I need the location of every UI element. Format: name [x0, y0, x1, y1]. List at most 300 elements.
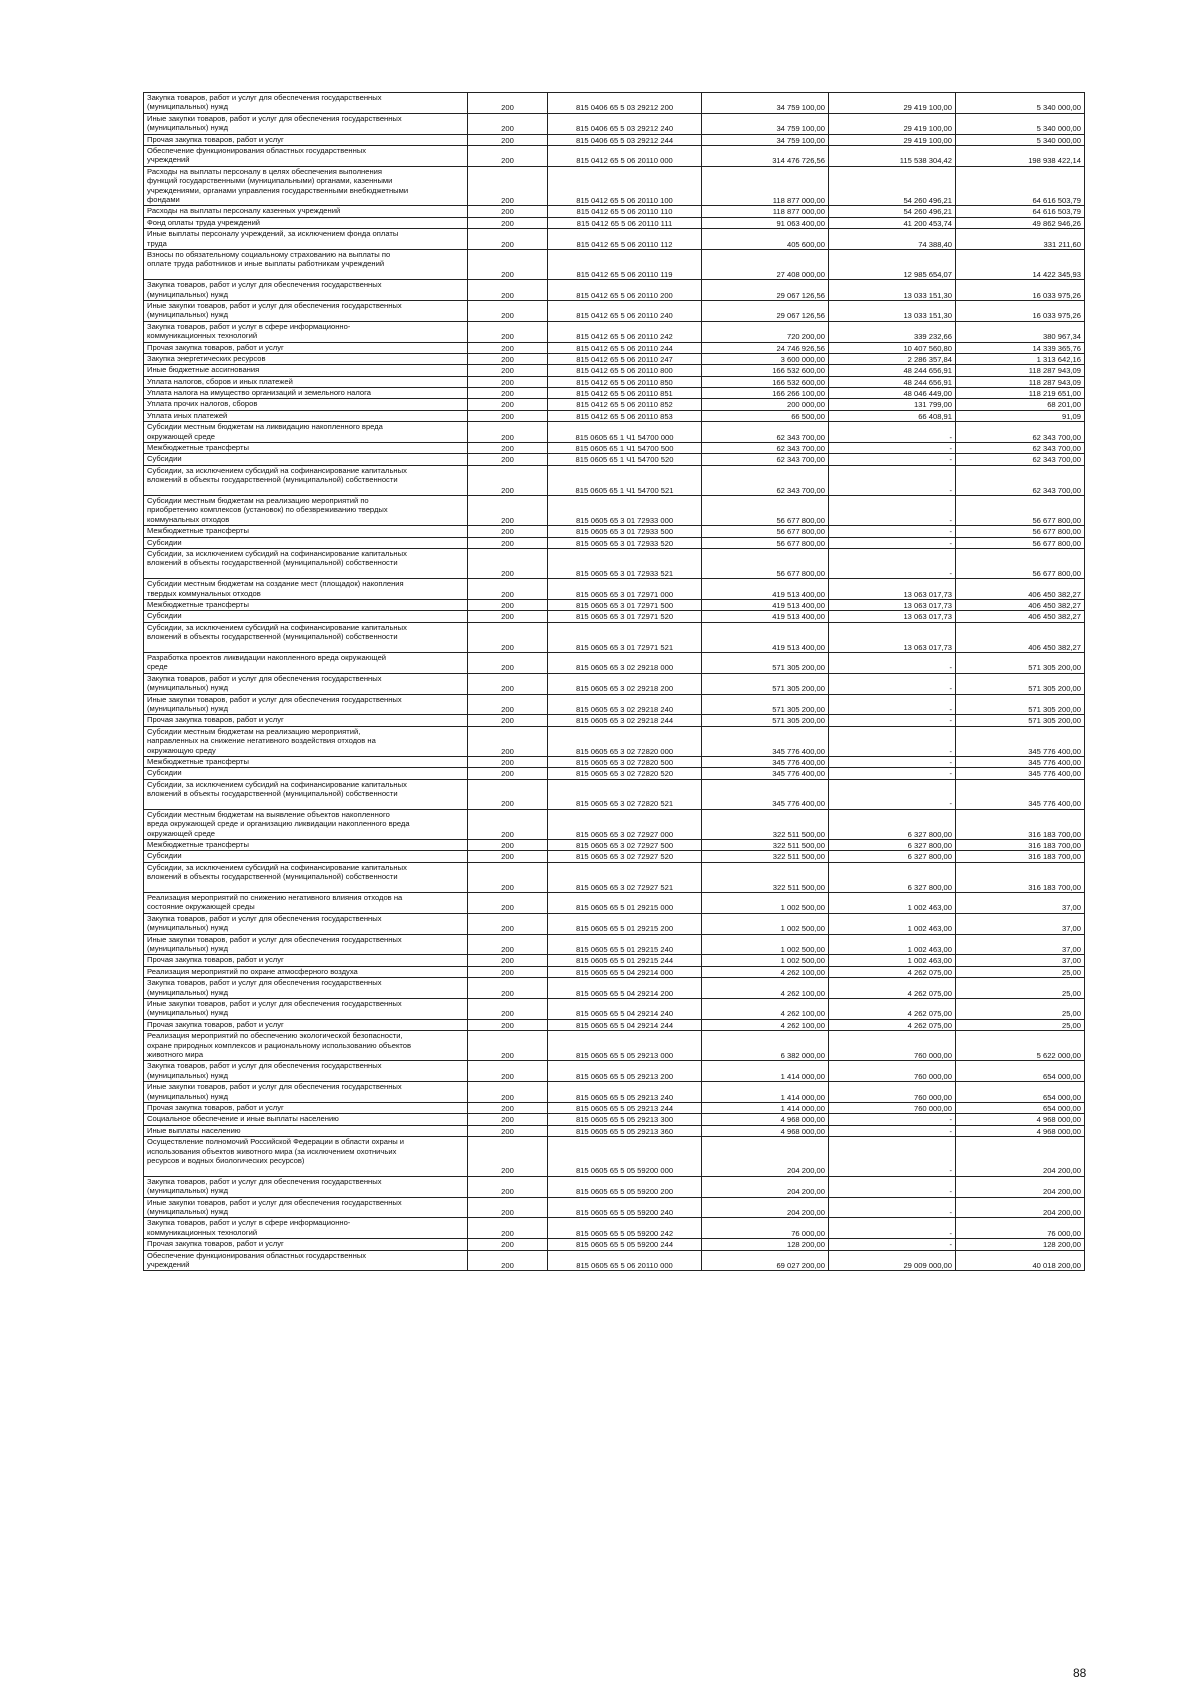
row-name-cell: Разработка проектов ликвидации накопленного вреда окружающей среде: [144, 652, 468, 673]
row-code-cell: 200: [468, 134, 548, 145]
row-name-cell: Иные выплаты населению: [144, 1125, 468, 1136]
row-code-cell: 200: [468, 1102, 548, 1113]
row-kbk-cell: 815 0412 65 5 06 20110 850: [548, 376, 702, 387]
row-name-cell: Субсидии местным бюджетам на ликвидацию накопленного вреда окружающей среде: [144, 422, 468, 443]
row-kbk-cell: 815 0605 65 3 02 72927 000: [548, 809, 702, 839]
row-name-cell: Закупка энергетических ресурсов: [144, 353, 468, 364]
table-row: [144, 851, 1085, 862]
row-executed-cell: 4 262 075,00: [829, 999, 956, 1020]
table-row: [144, 694, 1085, 715]
row-executed-cell: 760 000,00: [829, 1102, 956, 1113]
table-row: [144, 537, 1085, 548]
row-name-cell: Субсидии местным бюджетам на создание мест (площадок) накопления твердых коммунальных отходов: [144, 579, 468, 600]
row-kbk-cell: 815 0605 65 5 01 29215 244: [548, 955, 702, 966]
table-row: [144, 113, 1085, 134]
row-name-cell: Субсидии, за исключением субсидий на софинансирование капитальных вложений в объекты государственной (муниципальной) собственности: [144, 862, 468, 892]
table-row: [144, 443, 1085, 454]
row-approved-cell: 4 968 000,00: [702, 1114, 829, 1125]
row-name-cell: Осуществление полномочий Российской Федерации в области охраны и использования объектов животного мира (за исключением охотничьих ресурсов и водных биологических ресурсов): [144, 1137, 468, 1177]
table-row: [144, 1125, 1085, 1136]
row-executed-cell: 13 063 017,73: [829, 622, 956, 652]
row-kbk-cell: 815 0605 65 5 01 29215 000: [548, 893, 702, 914]
row-kbk-cell: 815 0605 65 3 02 72820 521: [548, 779, 702, 809]
row-approved-cell: 56 677 800,00: [702, 549, 829, 579]
row-unexecuted-cell: 56 677 800,00: [956, 537, 1085, 548]
row-name-cell: Социальное обеспечение и иные выплаты населению: [144, 1114, 468, 1125]
row-name-cell: Субсидии: [144, 768, 468, 779]
row-kbk-cell: 815 0605 65 5 05 29213 000: [548, 1031, 702, 1061]
row-code-cell: 200: [468, 862, 548, 892]
row-executed-cell: 4 262 075,00: [829, 1019, 956, 1030]
row-code-cell: 200: [468, 1218, 548, 1239]
row-code-cell: 200: [468, 321, 548, 342]
row-name-cell: Субсидии, за исключением субсидий на софинансирование капитальных вложений в объекты государственной (муниципальной) собственности: [144, 549, 468, 579]
table-row: [144, 579, 1085, 600]
table-row: [144, 399, 1085, 410]
row-executed-cell: 48 046 449,00: [829, 388, 956, 399]
row-kbk-cell: 815 0406 65 5 03 29212 240: [548, 113, 702, 134]
row-name-cell: Межбюджетные трансферты: [144, 599, 468, 610]
row-executed-cell: -: [829, 443, 956, 454]
row-name-cell: Закупка товаров, работ и услуг в сфере информационно- коммуникационных технологий: [144, 1218, 468, 1239]
row-kbk-cell: 815 0605 65 5 05 59200 200: [548, 1176, 702, 1197]
table-row: [144, 454, 1085, 465]
row-kbk-cell: 815 0605 65 5 05 29213 300: [548, 1114, 702, 1125]
row-kbk-cell: 815 0605 65 1 Ч1 54700 520: [548, 454, 702, 465]
row-name-cell: Субсидии: [144, 454, 468, 465]
row-code-cell: 200: [468, 376, 548, 387]
row-unexecuted-cell: 118 287 943,09: [956, 376, 1085, 387]
row-name-cell: Иные закупки товаров, работ и услуг для обеспечения государственных (муниципальных) нужд: [144, 694, 468, 715]
row-code-cell: 200: [468, 622, 548, 652]
row-unexecuted-cell: 345 776 400,00: [956, 768, 1085, 779]
row-code-cell: 200: [468, 1197, 548, 1218]
row-approved-cell: 1 414 000,00: [702, 1082, 829, 1103]
row-name-cell: Иные закупки товаров, работ и услуг для обеспечения государственных (муниципальных) нужд: [144, 300, 468, 321]
row-kbk-cell: 815 0412 65 5 06 20110 240: [548, 300, 702, 321]
row-code-cell: 200: [468, 652, 548, 673]
table-row: [144, 1082, 1085, 1103]
row-kbk-cell: 815 0412 65 5 06 20110 110: [548, 206, 702, 217]
row-kbk-cell: 815 0605 65 3 01 72933 520: [548, 537, 702, 548]
row-code-cell: 200: [468, 1019, 548, 1030]
row-unexecuted-cell: 49 862 946,26: [956, 217, 1085, 228]
row-unexecuted-cell: 76 000,00: [956, 1218, 1085, 1239]
table-row: [144, 756, 1085, 767]
row-code-cell: 200: [468, 611, 548, 622]
row-unexecuted-cell: 5 340 000,00: [956, 134, 1085, 145]
row-kbk-cell: 815 0605 65 5 05 59200 240: [548, 1197, 702, 1218]
table-row: [144, 1102, 1085, 1113]
row-executed-cell: 6 327 800,00: [829, 862, 956, 892]
row-code-cell: 200: [468, 388, 548, 399]
table-row: [144, 206, 1085, 217]
row-name-cell: Межбюджетные трансферты: [144, 526, 468, 537]
row-executed-cell: -: [829, 652, 956, 673]
row-kbk-cell: 815 0412 65 5 06 20110 852: [548, 399, 702, 410]
row-code-cell: 200: [468, 422, 548, 443]
row-kbk-cell: 815 0412 65 5 06 20110 853: [548, 410, 702, 421]
table-row: [144, 779, 1085, 809]
table-row: [144, 862, 1085, 892]
row-unexecuted-cell: 5 340 000,00: [956, 93, 1085, 114]
row-name-cell: Обеспечение функционирования областных государственных учреждений: [144, 145, 468, 166]
row-code-cell: 200: [468, 893, 548, 914]
row-code-cell: 200: [468, 599, 548, 610]
table-row: [144, 673, 1085, 694]
row-unexecuted-cell: 406 450 382,27: [956, 599, 1085, 610]
row-executed-cell: 29 419 100,00: [829, 134, 956, 145]
row-approved-cell: 322 511 500,00: [702, 809, 829, 839]
row-approved-cell: 1 002 500,00: [702, 893, 829, 914]
row-code-cell: 200: [468, 913, 548, 934]
row-executed-cell: 6 327 800,00: [829, 851, 956, 862]
row-approved-cell: 1 002 500,00: [702, 913, 829, 934]
row-executed-cell: 1 002 463,00: [829, 934, 956, 955]
row-unexecuted-cell: 654 000,00: [956, 1102, 1085, 1113]
table-row: [144, 1114, 1085, 1125]
row-kbk-cell: 815 0605 65 5 05 59200 244: [548, 1239, 702, 1250]
row-code-cell: 200: [468, 549, 548, 579]
row-code-cell: 200: [468, 342, 548, 353]
row-name-cell: Прочая закупка товаров, работ и услуг: [144, 1019, 468, 1030]
row-kbk-cell: 815 0605 65 3 02 29218 200: [548, 673, 702, 694]
row-unexecuted-cell: 331 211,60: [956, 229, 1085, 250]
table-row: [144, 1250, 1085, 1271]
table-row: [144, 145, 1085, 166]
row-approved-cell: 345 776 400,00: [702, 779, 829, 809]
row-approved-cell: 405 600,00: [702, 229, 829, 250]
row-approved-cell: 66 500,00: [702, 410, 829, 421]
table-row: [144, 280, 1085, 301]
row-unexecuted-cell: 345 776 400,00: [956, 756, 1085, 767]
row-approved-cell: 1 414 000,00: [702, 1102, 829, 1113]
row-approved-cell: 4 262 100,00: [702, 978, 829, 999]
row-executed-cell: 66 408,91: [829, 410, 956, 421]
row-approved-cell: 1 002 500,00: [702, 955, 829, 966]
row-name-cell: Прочая закупка товаров, работ и услуг: [144, 1239, 468, 1250]
row-name-cell: Закупка товаров, работ и услуг для обеспечения государственных (муниципальных) нужд: [144, 93, 468, 114]
row-name-cell: Иные закупки товаров, работ и услуг для обеспечения государственных (муниципальных) нужд: [144, 1082, 468, 1103]
row-code-cell: 200: [468, 1176, 548, 1197]
row-executed-cell: -: [829, 1239, 956, 1250]
row-kbk-cell: 815 0605 65 5 04 29214 244: [548, 1019, 702, 1030]
row-code-cell: 200: [468, 955, 548, 966]
row-unexecuted-cell: 204 200,00: [956, 1137, 1085, 1177]
table-row: [144, 599, 1085, 610]
row-code-cell: 200: [468, 966, 548, 977]
row-unexecuted-cell: 204 200,00: [956, 1197, 1085, 1218]
row-unexecuted-cell: 16 033 975,26: [956, 280, 1085, 301]
row-executed-cell: -: [829, 756, 956, 767]
row-name-cell: Иные закупки товаров, работ и услуг для обеспечения государственных (муниципальных) нужд: [144, 1197, 468, 1218]
row-code-cell: 200: [468, 809, 548, 839]
table-row: [144, 611, 1085, 622]
row-name-cell: Реализация мероприятий по охране атмосферного воздуха: [144, 966, 468, 977]
row-name-cell: Иные бюджетные ассигнования: [144, 365, 468, 376]
row-unexecuted-cell: 91,09: [956, 410, 1085, 421]
row-kbk-cell: 815 0412 65 5 06 20110 242: [548, 321, 702, 342]
row-code-cell: 200: [468, 113, 548, 134]
row-executed-cell: 1 002 463,00: [829, 955, 956, 966]
row-executed-cell: -: [829, 454, 956, 465]
row-code-cell: 200: [468, 280, 548, 301]
row-executed-cell: -: [829, 1125, 956, 1136]
row-name-cell: Иные закупки товаров, работ и услуг для обеспечения государственных (муниципальных) нужд: [144, 934, 468, 955]
row-executed-cell: 115 538 304,42: [829, 145, 956, 166]
row-kbk-cell: 815 0412 65 5 06 20110 244: [548, 342, 702, 353]
table-row: [144, 768, 1085, 779]
row-kbk-cell: 815 0412 65 5 06 20110 247: [548, 353, 702, 364]
row-unexecuted-cell: 406 450 382,27: [956, 579, 1085, 600]
row-approved-cell: 1 414 000,00: [702, 1061, 829, 1082]
row-approved-cell: 419 513 400,00: [702, 622, 829, 652]
row-unexecuted-cell: 316 183 700,00: [956, 862, 1085, 892]
row-unexecuted-cell: 37,00: [956, 913, 1085, 934]
row-unexecuted-cell: 62 343 700,00: [956, 422, 1085, 443]
row-kbk-cell: 815 0605 65 3 02 29218 240: [548, 694, 702, 715]
row-approved-cell: 27 408 000,00: [702, 249, 829, 279]
row-approved-cell: 204 200,00: [702, 1176, 829, 1197]
row-code-cell: 200: [468, 779, 548, 809]
row-name-cell: Обеспечение функционирования областных государственных учреждений: [144, 1250, 468, 1271]
row-approved-cell: 62 343 700,00: [702, 443, 829, 454]
row-executed-cell: 13 063 017,73: [829, 611, 956, 622]
row-executed-cell: 13 033 151,30: [829, 280, 956, 301]
table-row: [144, 999, 1085, 1020]
row-code-cell: 200: [468, 726, 548, 756]
row-code-cell: 200: [468, 365, 548, 376]
row-kbk-cell: 815 0605 65 5 01 29215 200: [548, 913, 702, 934]
row-code-cell: 200: [468, 840, 548, 851]
row-approved-cell: 419 513 400,00: [702, 599, 829, 610]
row-approved-cell: 69 027 200,00: [702, 1250, 829, 1271]
row-unexecuted-cell: 654 000,00: [956, 1082, 1085, 1103]
row-unexecuted-cell: 56 677 800,00: [956, 496, 1085, 526]
row-kbk-cell: 815 0605 65 3 01 72933 000: [548, 496, 702, 526]
row-code-cell: 200: [468, 1137, 548, 1177]
row-executed-cell: -: [829, 496, 956, 526]
row-code-cell: 200: [468, 694, 548, 715]
row-approved-cell: 34 759 100,00: [702, 113, 829, 134]
row-name-cell: Закупка товаров, работ и услуг для обеспечения государственных (муниципальных) нужд: [144, 1176, 468, 1197]
row-kbk-cell: 815 0605 65 3 02 29218 000: [548, 652, 702, 673]
row-kbk-cell: 815 0605 65 3 02 72927 500: [548, 840, 702, 851]
row-code-cell: 200: [468, 756, 548, 767]
row-kbk-cell: 815 0412 65 5 06 20110 100: [548, 166, 702, 206]
row-approved-cell: 322 511 500,00: [702, 840, 829, 851]
row-kbk-cell: 815 0412 65 5 06 20110 111: [548, 217, 702, 228]
row-code-cell: 200: [468, 1125, 548, 1136]
row-code-cell: 200: [468, 93, 548, 114]
row-executed-cell: -: [829, 1114, 956, 1125]
row-executed-cell: 1 002 463,00: [829, 893, 956, 914]
table-row: [144, 353, 1085, 364]
row-unexecuted-cell: 56 677 800,00: [956, 549, 1085, 579]
row-code-cell: 200: [468, 934, 548, 955]
row-name-cell: Взносы по обязательному социальному страхованию на выплаты по оплате труда работников и иные выплаты работникам учреждений: [144, 249, 468, 279]
row-executed-cell: -: [829, 1197, 956, 1218]
row-unexecuted-cell: 4 968 000,00: [956, 1114, 1085, 1125]
table-row: [144, 217, 1085, 228]
row-executed-cell: -: [829, 537, 956, 548]
row-name-cell: Субсидии, за исключением субсидий на софинансирование капитальных вложений в объекты государственной (муниципальной) собственности: [144, 465, 468, 495]
row-approved-cell: 419 513 400,00: [702, 611, 829, 622]
row-approved-cell: 571 305 200,00: [702, 652, 829, 673]
row-approved-cell: 1 002 500,00: [702, 934, 829, 955]
table-row: [144, 1197, 1085, 1218]
row-kbk-cell: 815 0412 65 5 06 20110 112: [548, 229, 702, 250]
row-approved-cell: 24 746 926,56: [702, 342, 829, 353]
row-code-cell: 200: [468, 496, 548, 526]
row-executed-cell: -: [829, 465, 956, 495]
row-kbk-cell: 815 0605 65 1 Ч1 54700 000: [548, 422, 702, 443]
row-name-cell: Прочая закупка товаров, работ и услуг: [144, 1102, 468, 1113]
table-row: [144, 422, 1085, 443]
row-approved-cell: 571 305 200,00: [702, 673, 829, 694]
row-unexecuted-cell: 316 183 700,00: [956, 851, 1085, 862]
table-row: [144, 410, 1085, 421]
row-executed-cell: 339 232,66: [829, 321, 956, 342]
row-approved-cell: 571 305 200,00: [702, 694, 829, 715]
row-kbk-cell: 815 0412 65 5 06 20110 200: [548, 280, 702, 301]
row-kbk-cell: 815 0605 65 3 01 72933 521: [548, 549, 702, 579]
row-kbk-cell: 815 0605 65 3 02 72820 500: [548, 756, 702, 767]
row-kbk-cell: 815 0605 65 3 02 72927 521: [548, 862, 702, 892]
row-code-cell: 200: [468, 465, 548, 495]
row-executed-cell: 13 063 017,73: [829, 579, 956, 600]
table-row: [144, 321, 1085, 342]
row-unexecuted-cell: 56 677 800,00: [956, 526, 1085, 537]
row-executed-cell: 6 327 800,00: [829, 809, 956, 839]
table-row: [144, 1176, 1085, 1197]
row-kbk-cell: 815 0605 65 5 04 29214 000: [548, 966, 702, 977]
row-approved-cell: 200 000,00: [702, 399, 829, 410]
row-code-cell: 200: [468, 715, 548, 726]
row-kbk-cell: 815 0605 65 5 05 29213 240: [548, 1082, 702, 1103]
table-row: [144, 365, 1085, 376]
row-unexecuted-cell: 37,00: [956, 893, 1085, 914]
row-unexecuted-cell: 64 616 503,79: [956, 166, 1085, 206]
row-code-cell: 200: [468, 206, 548, 217]
row-name-cell: Межбюджетные трансферты: [144, 443, 468, 454]
table-row: [144, 934, 1085, 955]
row-code-cell: 200: [468, 249, 548, 279]
table-row: [144, 978, 1085, 999]
row-executed-cell: 760 000,00: [829, 1082, 956, 1103]
row-code-cell: 200: [468, 1082, 548, 1103]
row-approved-cell: 91 063 400,00: [702, 217, 829, 228]
row-kbk-cell: 815 0605 65 5 04 29214 200: [548, 978, 702, 999]
row-kbk-cell: 815 0605 65 5 01 29215 240: [548, 934, 702, 955]
row-name-cell: Прочая закупка товаров, работ и услуг: [144, 715, 468, 726]
row-name-cell: Прочая закупка товаров, работ и услуг: [144, 134, 468, 145]
table-row: [144, 622, 1085, 652]
table-row: [144, 376, 1085, 387]
row-approved-cell: 322 511 500,00: [702, 862, 829, 892]
row-unexecuted-cell: 571 305 200,00: [956, 673, 1085, 694]
row-code-cell: 200: [468, 1239, 548, 1250]
table-row: [144, 249, 1085, 279]
table-row: [144, 465, 1085, 495]
row-unexecuted-cell: 37,00: [956, 934, 1085, 955]
row-kbk-cell: 815 0412 65 5 06 20110 119: [548, 249, 702, 279]
row-kbk-cell: 815 0605 65 5 05 59200 000: [548, 1137, 702, 1177]
row-unexecuted-cell: 316 183 700,00: [956, 809, 1085, 839]
table-row: [144, 652, 1085, 673]
row-name-cell: Расходы на выплаты персоналу в целях обеспечения выполнения функций государственными (муниципальными) органами, казенными учреждениями, органами управления государственными внебюджетными фондами: [144, 166, 468, 206]
row-kbk-cell: 815 0605 65 3 01 72971 521: [548, 622, 702, 652]
row-name-cell: Прочая закупка товаров, работ и услуг: [144, 342, 468, 353]
row-executed-cell: 760 000,00: [829, 1061, 956, 1082]
row-approved-cell: 166 266 100,00: [702, 388, 829, 399]
row-unexecuted-cell: 128 200,00: [956, 1239, 1085, 1250]
row-kbk-cell: 815 0406 65 5 03 29212 200: [548, 93, 702, 114]
row-approved-cell: 62 343 700,00: [702, 454, 829, 465]
row-name-cell: Субсидии: [144, 851, 468, 862]
row-name-cell: Реализация мероприятий по обеспечению экологической безопасности, охране природных комплексов и рациональному использованию объектов животного мира: [144, 1031, 468, 1061]
table-row: [144, 134, 1085, 145]
row-name-cell: Субсидии: [144, 537, 468, 548]
row-executed-cell: -: [829, 526, 956, 537]
row-executed-cell: 6 327 800,00: [829, 840, 956, 851]
row-name-cell: Закупка товаров, работ и услуг для обеспечения государственных (муниципальных) нужд: [144, 673, 468, 694]
row-code-cell: 200: [468, 851, 548, 862]
row-unexecuted-cell: 204 200,00: [956, 1176, 1085, 1197]
row-executed-cell: -: [829, 673, 956, 694]
row-code-cell: 200: [468, 229, 548, 250]
row-approved-cell: 29 067 126,56: [702, 300, 829, 321]
row-executed-cell: -: [829, 1176, 956, 1197]
row-approved-cell: 62 343 700,00: [702, 422, 829, 443]
row-executed-cell: 29 419 100,00: [829, 113, 956, 134]
table-row: [144, 549, 1085, 579]
row-executed-cell: 41 200 453,74: [829, 217, 956, 228]
row-approved-cell: 34 759 100,00: [702, 134, 829, 145]
row-name-cell: Закупка товаров, работ и услуг для обеспечения государственных (муниципальных) нужд: [144, 913, 468, 934]
row-code-cell: 200: [468, 1061, 548, 1082]
row-executed-cell: -: [829, 1218, 956, 1239]
row-name-cell: Реализация мероприятий по снижению негативного влияния отходов на состояние окружающей среды: [144, 893, 468, 914]
row-kbk-cell: 815 0605 65 1 Ч1 54700 521: [548, 465, 702, 495]
row-kbk-cell: 815 0605 65 5 04 29214 240: [548, 999, 702, 1020]
row-kbk-cell: 815 0412 65 5 06 20110 800: [548, 365, 702, 376]
row-code-cell: 200: [468, 145, 548, 166]
row-unexecuted-cell: 1 313 642,16: [956, 353, 1085, 364]
row-approved-cell: 6 382 000,00: [702, 1031, 829, 1061]
row-code-cell: 200: [468, 1114, 548, 1125]
row-approved-cell: 62 343 700,00: [702, 465, 829, 495]
row-approved-cell: 345 776 400,00: [702, 768, 829, 779]
table-row: [144, 893, 1085, 914]
table-row: [144, 840, 1085, 851]
row-executed-cell: -: [829, 422, 956, 443]
row-name-cell: Субсидии местным бюджетам на реализацию мероприятий, направленных на снижение негативного воздействия отходов на окружающую среду: [144, 726, 468, 756]
row-unexecuted-cell: 25,00: [956, 1019, 1085, 1030]
row-unexecuted-cell: 5 622 000,00: [956, 1031, 1085, 1061]
row-approved-cell: 204 200,00: [702, 1197, 829, 1218]
table-row: [144, 913, 1085, 934]
row-executed-cell: 48 244 656,91: [829, 365, 956, 376]
row-approved-cell: 345 776 400,00: [702, 756, 829, 767]
budget-execution-table: [143, 92, 1085, 1271]
row-unexecuted-cell: 5 340 000,00: [956, 113, 1085, 134]
row-unexecuted-cell: 14 422 345,93: [956, 249, 1085, 279]
row-approved-cell: 4 262 100,00: [702, 966, 829, 977]
row-unexecuted-cell: 406 450 382,27: [956, 611, 1085, 622]
row-approved-cell: 314 476 726,56: [702, 145, 829, 166]
row-unexecuted-cell: 380 967,34: [956, 321, 1085, 342]
